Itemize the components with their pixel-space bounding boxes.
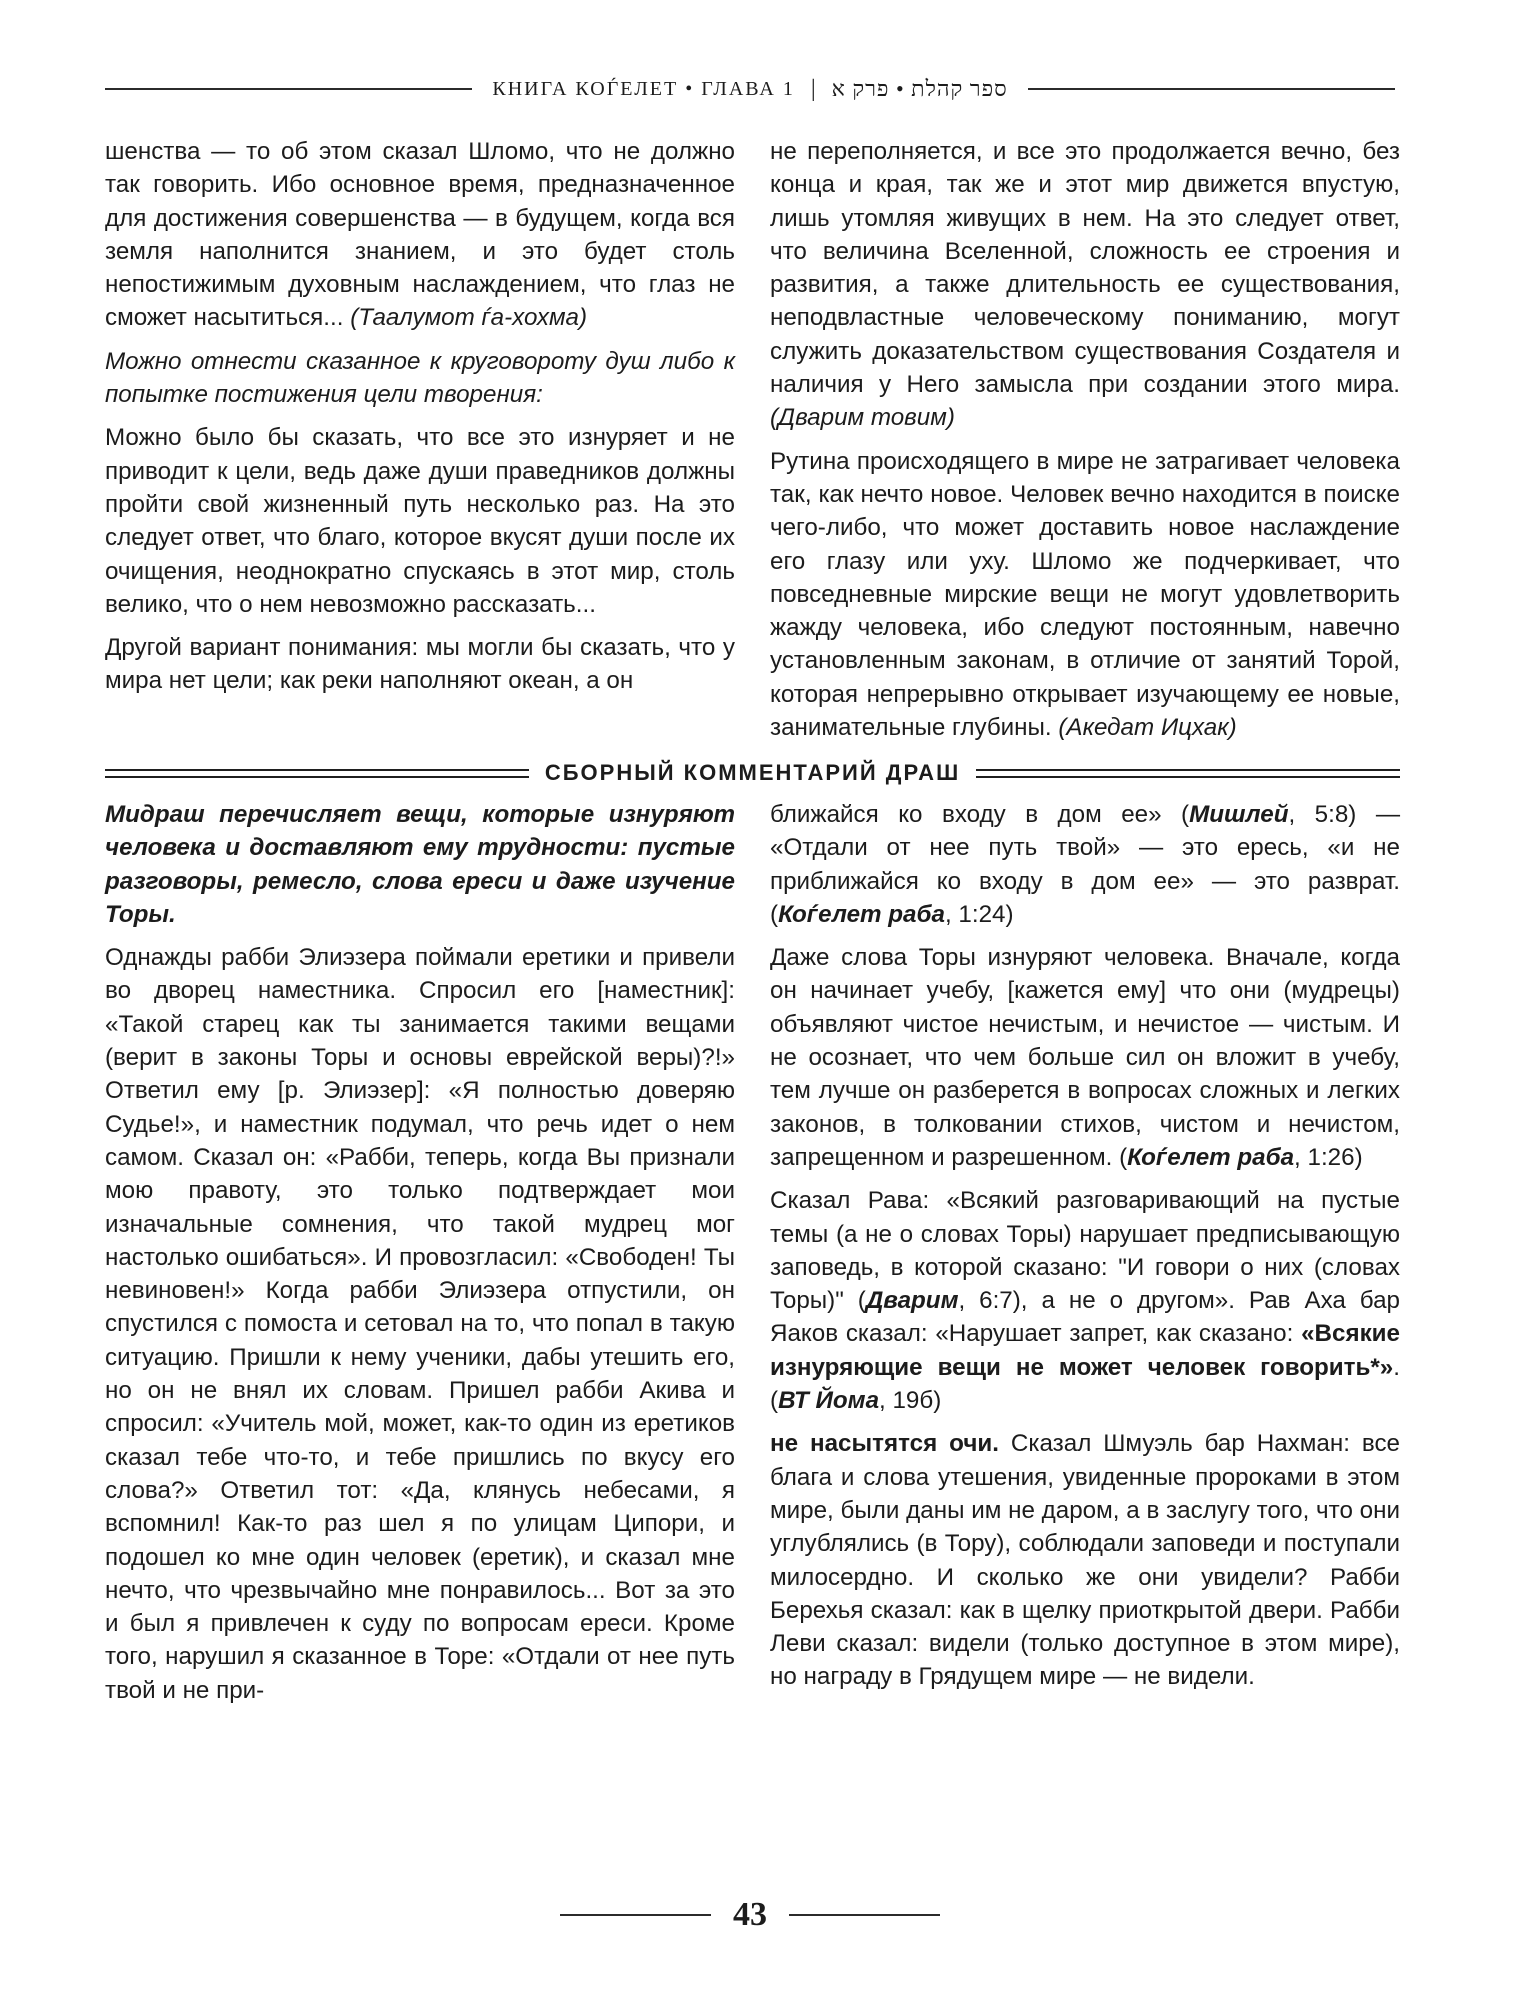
paragraph xyxy=(105,135,735,335)
header-separator: | xyxy=(810,75,816,102)
running-header-text xyxy=(472,76,1027,103)
source-citation: ВТ Йома xyxy=(778,1387,880,1415)
source-citation: Мишлей xyxy=(1189,801,1289,828)
paragraph-text: Рутина происходящего в мире не затрагивает человека так, как нечто новое. Человек вечно находится в поиске чего-либо, что может доставить новое наслаждение его глазу или уху. Шломо же подчеркивает, что повседневные мирские вещи не могут удовлетворить жажду человека, ибо следуют постоянным, навечно установленным законам, в отличие от занятий Торой, которая непрерывно открывает изучающему ее новые, занимательные глубины. xyxy=(770,447,1400,742)
running-header xyxy=(105,72,1395,106)
paragraph-text: . ( xyxy=(770,1353,1400,1415)
paragraph-text: ближайся ко входу в дом ее» ( xyxy=(770,801,1190,828)
source-citation: (Дварим товим) xyxy=(770,404,955,432)
bottom-right-column xyxy=(770,798,1400,1694)
section-header xyxy=(105,758,1400,788)
italic-heading: Можно отнести сказанное к круговороту душ либо к попытке постижения цели творения: xyxy=(105,347,735,409)
midrash-intro: Мидраш перечисляет вещи, которые изнуряют человека и доставляют ему трудности: пустые разговоры, ремесло, слова ереси и даже изучение Торы. xyxy=(105,801,735,928)
paragraph xyxy=(770,798,1400,931)
header-hebrew-title: ספר קהלת • פרק א xyxy=(831,76,1008,101)
source-citation: Коѓелет раба xyxy=(778,900,945,928)
source-citation: Коѓелет раба xyxy=(1127,1143,1295,1171)
paragraph-text: Сказал Шмуэль бар Нахман: все блага и слова утешения, увиденные пророками в этом мире, были даны им не даром, а в заслугу того, что они углублялись (в Тору), соблюдали заповеди и поступали милосердно. И сколько же они увидели? Рабби Берехья сказал: как в щелку приоткрытой двери. Рабби Леви сказал: видели (только доступное в этом мире), но награду в Грядущем мире — не видели. xyxy=(770,1430,1400,1691)
paragraph-text: , 19б) xyxy=(879,1387,942,1415)
source-citation: (Акедат Ицхак) xyxy=(1058,714,1237,742)
page-number: 43 xyxy=(733,1896,767,1933)
paragraph xyxy=(770,1184,1400,1417)
paragraph xyxy=(770,445,1400,745)
verse-quote: «Всякие изнуряющие вещи не может человек говорить*» xyxy=(770,1320,1400,1381)
footer-rule-right xyxy=(789,1914,940,1916)
source-citation: Дварим xyxy=(865,1287,959,1315)
top-left-column xyxy=(105,135,735,698)
paragraph-text: , 1:26) xyxy=(1294,1143,1363,1171)
paragraph xyxy=(770,941,1400,1174)
verse-lemma: не насытятся очи. xyxy=(770,1430,999,1458)
paragraph: Однажды рабби Элиэзера поймали еретики и привели во дворец наместника. Спросил его [наместник]: «Такой старец как ты занимается такими вещами (верит в законы Торы и основы еврейской веры)?!» Ответил ему [р. Элиэзер]: «Я полностью доверяю Судье!», и наместник подумал, что речь идет о нем самом. Сказал он: «Рабби, теперь, когда Вы признали мою правоту, это только подтверждает мои изначальные сомнения, что такой мудрец мог настолько ошибаться». И провозгласил: «Свободен! Ты невиновен!» Когда рабби Элиэзера отпустили, он спустился с помоста и сетовал на то, что попал в такую ситуацию. Пришли к нему ученики, дабы утешить его, но он не внял их словам. Пришел рабби Акива и спросил: «Учитель мой, может, как-то один из еретиков сказал тебе что-то, и тебе пришлись по вкусу его слова?» Ответил тот: «Да, клянусь небесами, я вспомнил! Как-то раз шел я по улицам Ципори, и подошел ко мне один человек (еретик), и сказал мне нечто, что чрезвычайно мне понравилось... Вот за это и был я привлечен к суду по вопросам ереси. Кроме того, нарушил я сказанное в Торе: «Отдали от нее путь твой и не при- xyxy=(105,944,735,1704)
paragraph-text: , 6:7), а не о другом». Рав Аха бар Яаков сказал: «Нарушает запрет, как сказано: xyxy=(770,1287,1400,1348)
paragraph: Можно было бы сказать, что все это изнуряет и не приводит к цели, ведь даже души праведников должны пройти свой жизненный путь несколько раз. На это следует ответ, что благо, которое вкусят души после их очищения, неоднократно спускаясь в этот мир, столь велико, что о нем невозможно рассказать... xyxy=(105,424,735,618)
paragraph: Другой вариант понимания: мы могли бы сказать, что у мира нет цели; как реки наполняют океан, а он xyxy=(105,634,735,695)
page-footer xyxy=(560,1890,940,1940)
header-rule-right xyxy=(1028,88,1395,90)
paragraph-text: , 1:24) xyxy=(944,900,1014,928)
header-rule-left xyxy=(105,88,472,90)
paragraph xyxy=(770,1427,1400,1693)
top-right-column xyxy=(770,135,1400,744)
header-russian-title: КНИГА КОЃЕЛЕТ • ГЛАВА 1 xyxy=(492,77,795,100)
paragraph xyxy=(770,135,1400,435)
section-rule-left xyxy=(105,769,529,778)
source-citation: (Таалумот ѓа-хохма) xyxy=(350,304,588,332)
section-rule-right xyxy=(976,769,1400,778)
bottom-left-column xyxy=(105,798,735,1707)
footer-rule-left xyxy=(560,1914,711,1916)
paragraph-text: Сказал Рава: «Всякий разговаривающий на пустые темы (а не о словах Торы) нарушает предписывающую заповедь, в которой сказано: "И говори о них (словах Торы)" ( xyxy=(770,1187,1400,1315)
paragraph-text: не переполняется, и все это продолжается вечно, без конца и края, так же и этот мир движется впустую, лишь утомляя живущих в нем. На это следует ответ, что величина Вселенной, сложность ее строения и развития, а также длительность ее существования, неподвластные человеческому пониманию, могут служить доказательством существования Создателя и наличия у Него замысла при создании этого мира. xyxy=(770,138,1400,399)
paragraph-text: Даже слова Торы изнуряют человека. Вначале, когда он начинает учебу, [кажется ему] что они (мудрецы) объявляют чистое нечистым, и нечистое — чистым. И не осознает, что чем больше сил он вложит в учебу, тем лучше он разберется в вопросах сложных и легких законов, в толковании стихов, чистом и нечистом, запрещенном и разрешенном. ( xyxy=(770,944,1400,1171)
paragraph-text: шенства — то об этом сказал Шломо, что не должно так говорить. Ибо основное время, предназначенное для достижения совершенства — в будущем, когда вся земля наполнится знанием, и это будет столь непостижимым духовным наслаждением, что глаз не сможет насытиться... xyxy=(105,138,735,332)
section-title: СБОРНЫЙ КОММЕНТАРИЙ ДРАШ xyxy=(544,760,961,785)
paragraph-text: , 5:8) — «Отдали от нее путь твой» — это ересь, «и не приближайся ко входу в дом ее» — это разврат. ( xyxy=(770,801,1401,928)
